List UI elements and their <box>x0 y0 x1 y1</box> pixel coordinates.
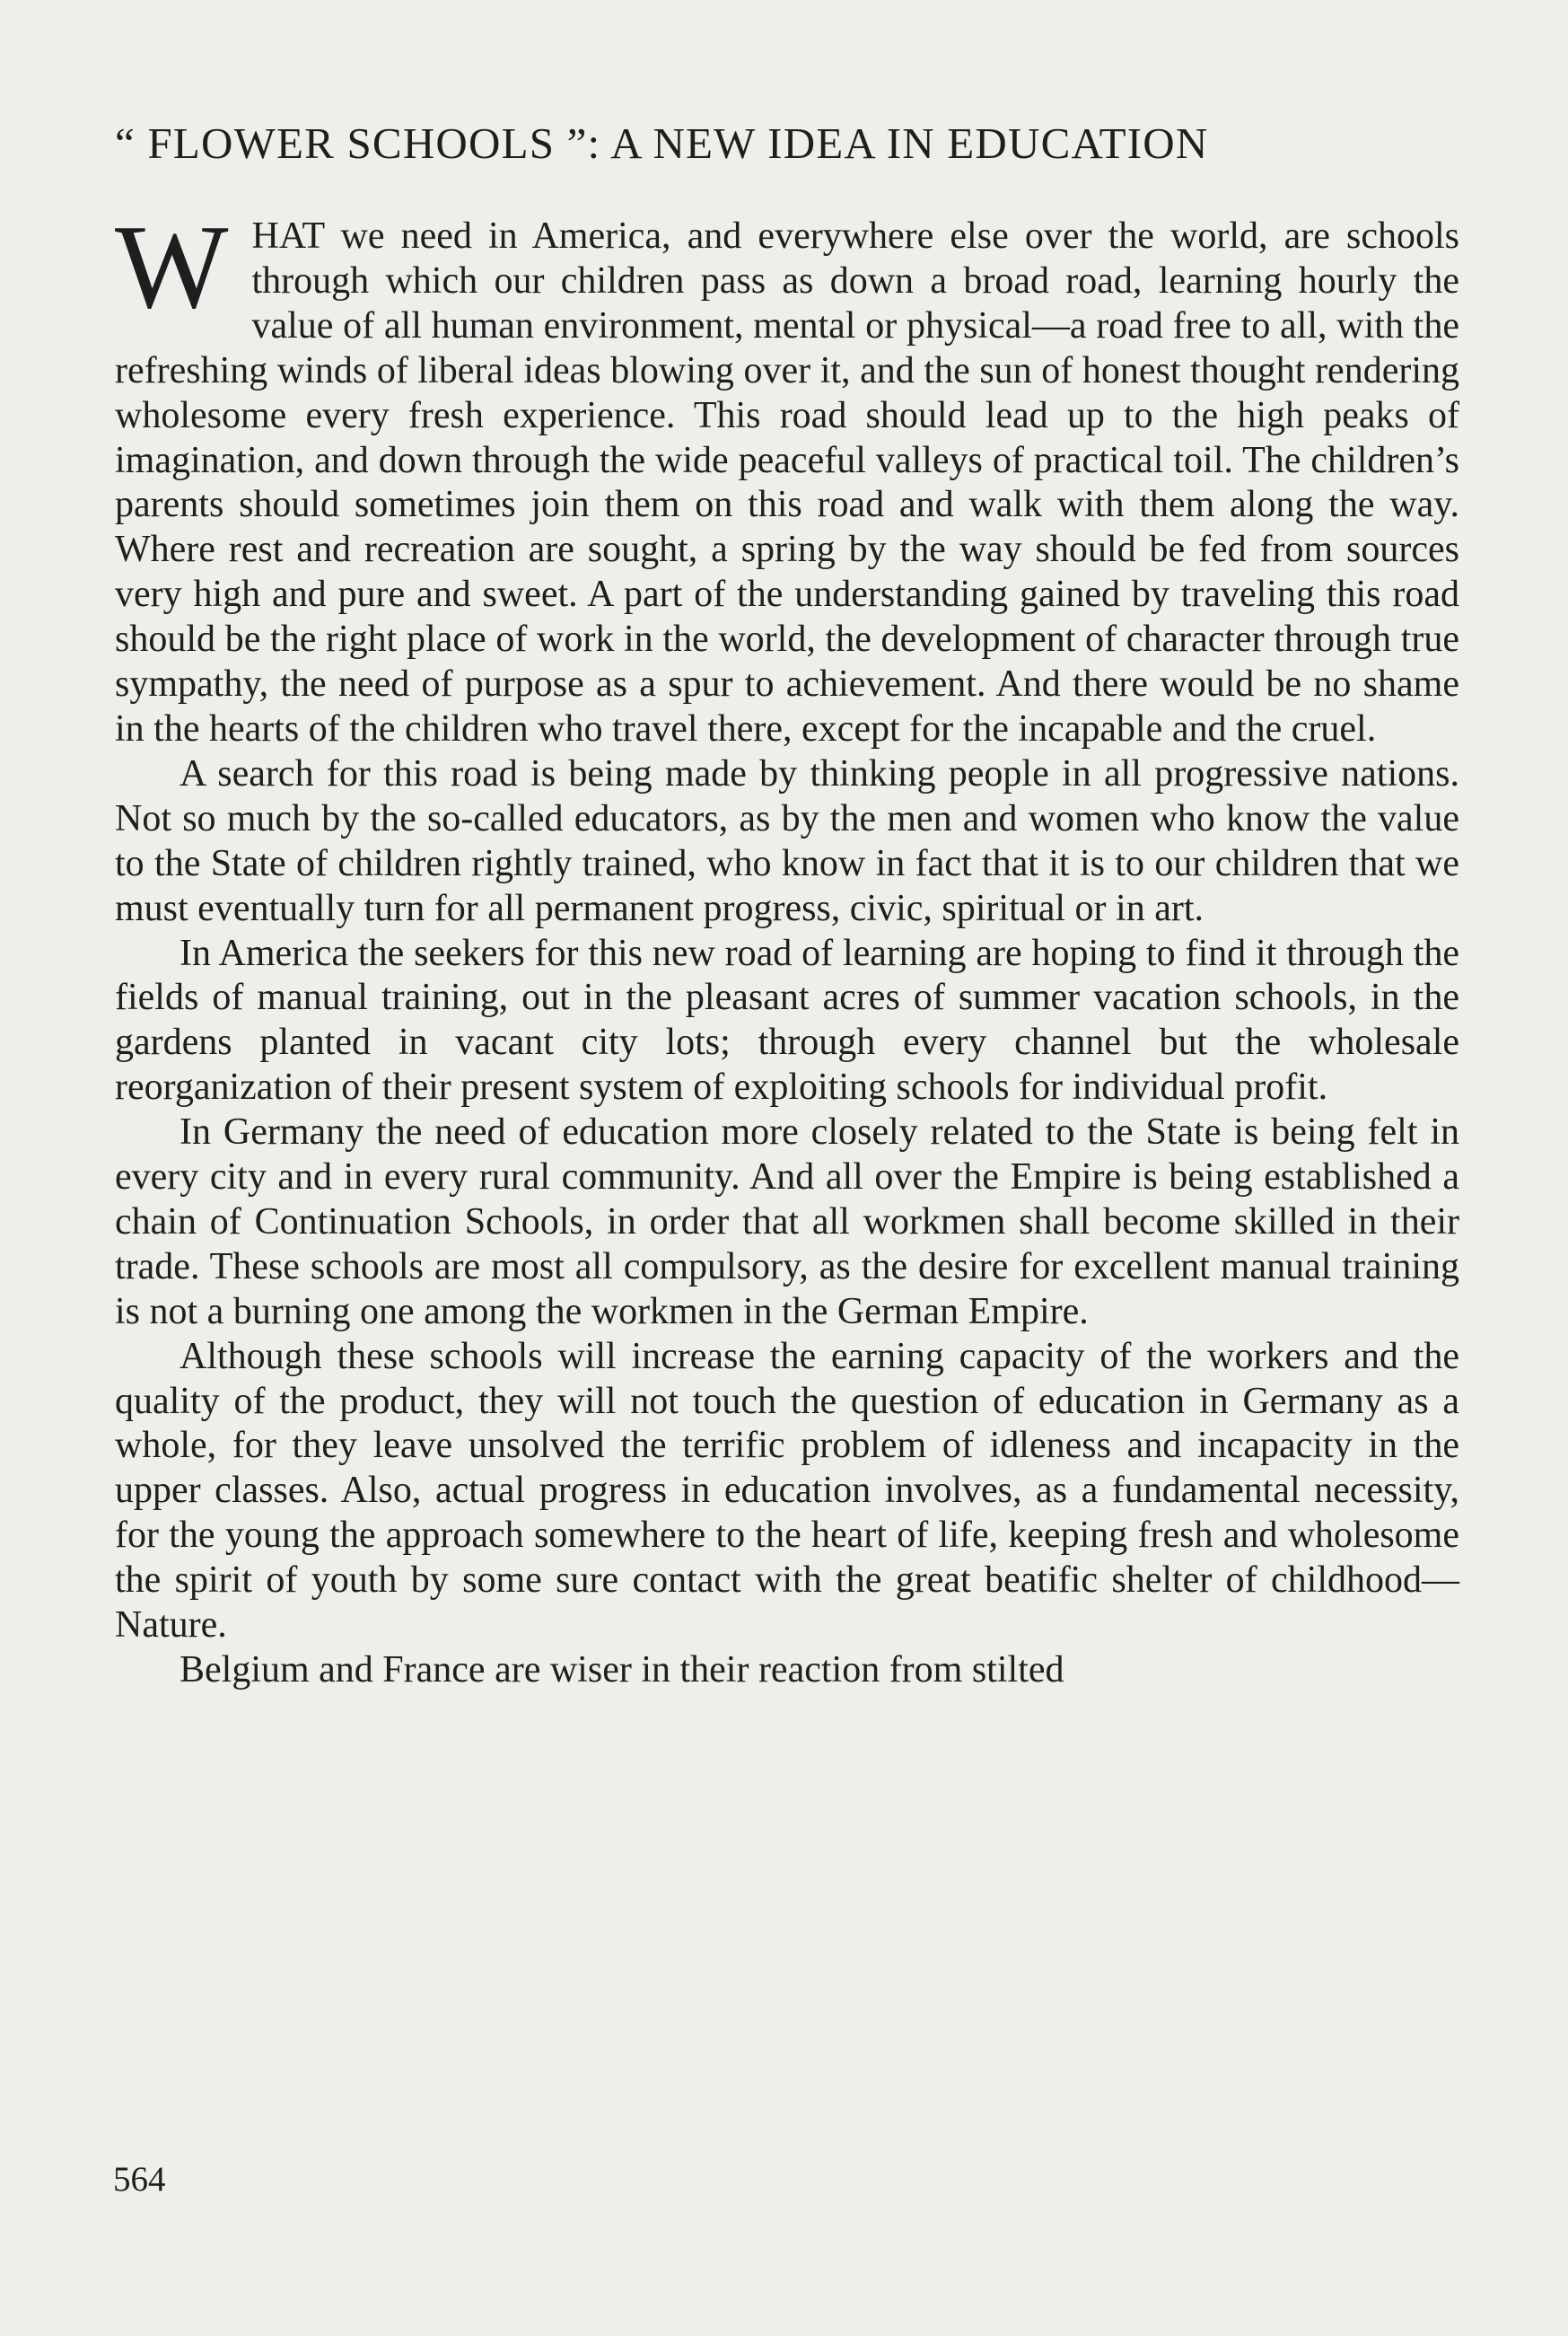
paragraph-4: In Germany the need of education more closely related to the State is being felt in every city and in every rural community. And all over the Empire is being established a chain of Continuation Schools, in order that all workmen shall become skilled in their trade. These schools are most all compulsory, as the desire for excellent manual training is not a burning one among the workmen in the German Empire. <box>115 1111 1459 1332</box>
page-number: 564 <box>113 2160 166 2199</box>
paragraph-1-text: HAT we need in America, and everywhere else over the world, are schools through which our children pass as down a broad road, learning hourly the value of all human environment, mental or physical—a road free to all, with the refreshing winds of liberal ideas blowing over it, and the sun of honest thought rendering wholesome every fresh experience. This road should lead up to the high peaks of imagination, and down through the wide peaceful valleys of practical toil. The children’s parents should sometimes join them on this road and walk with them along the way. Where rest and recreation are sought, a spring by the way should be fed from sources very high and pure and sweet. A part of the understanding gained by traveling this road should be the right place of work in the world, the development of character through true sympathy, the need of purpose as a spur to achievement. And there would be no shame in the hearts of the children who travel there, except for the incapable and the cruel. <box>115 215 1459 750</box>
article-body <box>115 200 1459 1693</box>
paragraph-5: Although these schools will increase the earning capacity of the workers and the quality of the product, they will not touch the question of education in Germany as a whole, for they leave unsolved the terrific problem of idleness and incapacity in the upper classes. Also, actual progress in education involves, as a fundamental necessity, for the young the approach somewhere to the heart of life, keeping fresh and wholesome the spirit of youth by some sure contact with the great beatific shelter of childhood—Nature. <box>115 1335 1459 1647</box>
paragraph-6: Belgium and France are wiser in their reaction from stilted <box>180 1649 1064 1691</box>
drop-cap: W <box>115 200 229 333</box>
paragraph-3: In America the seekers for this new road of learning are hoping to find it through the fields of manual training, out in the pleasant acres of summer vacation schools, in the gardens planted in vacant city lots; through every channel but the wholesale reorganization of their present system of exploiting schools for individual profit. <box>115 932 1459 1109</box>
paragraph-2: A search for this road is being made by thinking people in all progressive nations. Not so much by the so-called educators, as by the men and women who know the value to the State of children rightly trained, who know in fact that it is to our children that we must eventually turn for all permanent progress, civic, spiritual or in art. <box>115 752 1459 929</box>
article-title: “ FLOWER SCHOOLS ”: A NEW IDEA IN EDUCATION <box>115 119 1209 168</box>
paragraph-1 <box>115 200 1459 752</box>
